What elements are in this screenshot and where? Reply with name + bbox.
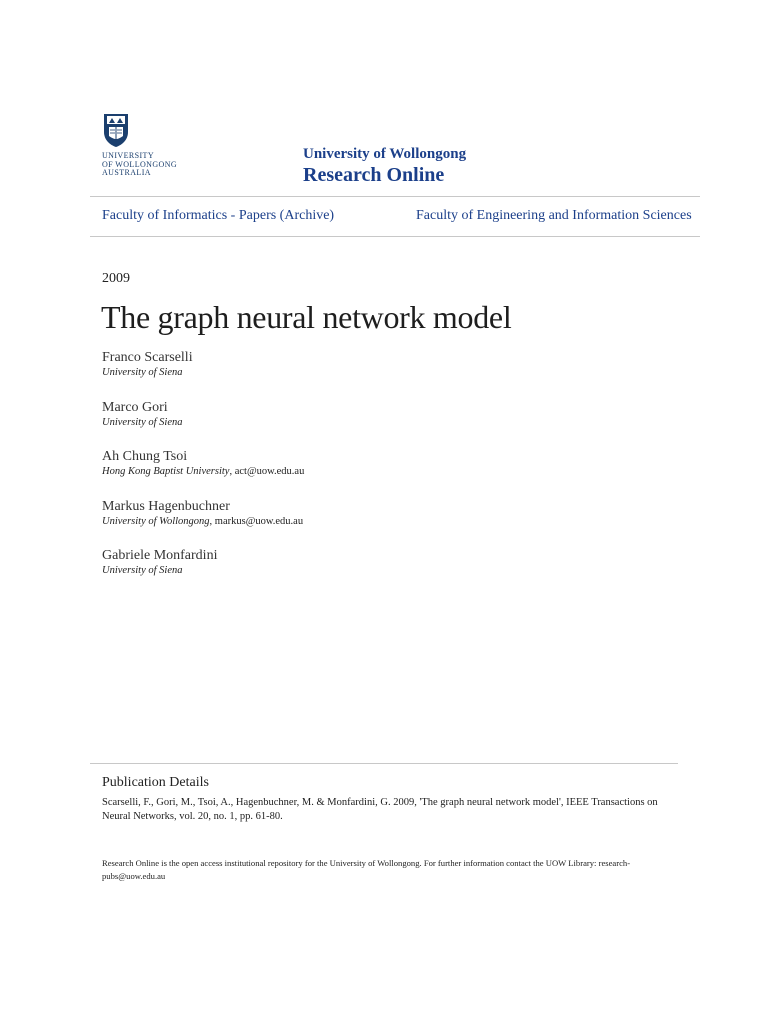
logo-line: UNIVERSITY <box>102 151 154 160</box>
logo-wordmark <box>102 152 192 178</box>
author-institution: University of Wollongong <box>102 515 210 527</box>
repository-university: University of Wollongong <box>303 146 467 162</box>
author-entry <box>102 547 304 597</box>
author-name: Gabriele Monfardini <box>102 548 218 563</box>
author-name: Markus Hagenbuchner <box>102 498 230 514</box>
author-email[interactable]: , act@uow.edu.au <box>229 466 305 477</box>
paper-title: The graph neural network model <box>101 299 512 335</box>
logo-line: AUSTRALIA <box>102 168 151 177</box>
author-affiliation <box>102 515 304 529</box>
collection-link-engineering[interactable]: Faculty of Engineering and Information Sciences <box>416 208 692 223</box>
author-entry <box>102 498 304 548</box>
author-institution: University of Siena <box>102 565 183 576</box>
divider-top <box>90 196 700 197</box>
repository-footer-note: Research Online is the open access institutional repository for the University of Wollongong. For further information contact the UOW Library: research-pubs@uow.edu.au <box>102 858 631 881</box>
author-institution: University of Siena <box>102 416 183 428</box>
repository-branding[interactable] <box>303 145 466 187</box>
university-crest-icon <box>102 112 130 148</box>
author-list <box>102 349 304 597</box>
author-entry <box>102 349 304 399</box>
logo-line: OF WOLLONGONG <box>102 159 178 169</box>
author-institution: Hong Kong Baptist University <box>102 466 230 477</box>
author-name: Ah Chung Tsoi <box>102 449 188 464</box>
repository-name: Research Online <box>303 164 445 186</box>
author-affiliation <box>102 564 304 578</box>
author-affiliation <box>102 366 304 380</box>
author-name: Marco Gori <box>102 399 168 415</box>
author-affiliation <box>102 416 304 430</box>
author-entry <box>102 399 304 449</box>
author-email[interactable]: , markus@uow.edu.au <box>209 515 304 527</box>
divider-bottom <box>90 763 678 764</box>
publication-year: 2009 <box>102 271 130 286</box>
author-affiliation <box>102 465 304 479</box>
university-logo[interactable] <box>102 112 192 178</box>
author-entry <box>102 448 304 498</box>
divider-middle <box>90 236 700 237</box>
publication-citation: Scarselli, F., Gori, M., Tsoi, A., Hagenbuchner, M. & Monfardini, G. 2009, 'The graph neural network model', IEEE Transactions on Neural Networks, vol. 20, no. 1, pp. 61-80. <box>102 797 658 822</box>
author-institution: University of Siena <box>102 367 183 378</box>
collection-link-informatics[interactable]: Faculty of Informatics - Papers (Archive) <box>102 208 335 223</box>
publication-details-heading: Publication Details <box>102 775 209 790</box>
author-name: Franco Scarselli <box>102 350 193 365</box>
